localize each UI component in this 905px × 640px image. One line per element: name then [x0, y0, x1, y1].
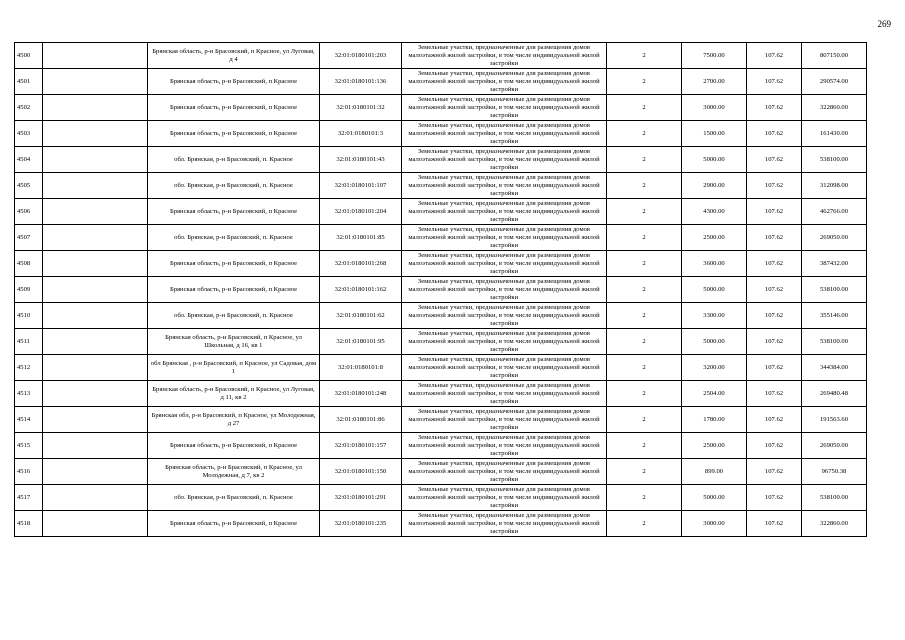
area-cell: 3300.00 [682, 303, 747, 329]
blank-cell [43, 225, 148, 251]
rate-cell: 107.62 [747, 485, 802, 511]
address-cell: обл. Брянская, р-н Брасовский, п. Красное [148, 485, 320, 511]
land-use-cell: Земельные участки, предназначенные для размещения домов малоэтажной жилой застройки, в том числе индивидуальной жилой застройки [402, 225, 607, 251]
category-cell: 2 [607, 511, 682, 537]
land-use-cell: Земельные участки, предназначенные для размещения домов малоэтажной жилой застройки, в том числе индивидуальной жилой застройки [402, 303, 607, 329]
category-cell: 2 [607, 303, 682, 329]
row-number: 4508 [15, 251, 43, 277]
area-cell: 5000.00 [682, 329, 747, 355]
rate-cell: 107.62 [747, 433, 802, 459]
land-use-cell: Земельные участки, предназначенные для размещения домов малоэтажной жилой застройки, в том числе индивидуальной жилой застройки [402, 95, 607, 121]
address-cell: Брянская область, р-н Брасовский, п Красное [148, 121, 320, 147]
category-cell: 2 [607, 95, 682, 121]
land-use-cell: Земельные участки, предназначенные для размещения домов малоэтажной жилой застройки, в том числе индивидуальной жилой застройки [402, 121, 607, 147]
land-use-cell: Земельные участки, предназначенные для размещения домов малоэтажной жилой застройки, в том числе индивидуальной жилой застройки [402, 485, 607, 511]
table-row [15, 69, 867, 95]
cadastral-number-cell: 32:01:0180101:85 [320, 225, 402, 251]
area-cell: 2500.00 [682, 225, 747, 251]
row-number: 4502 [15, 95, 43, 121]
land-use-cell: Земельные участки, предназначенные для размещения домов малоэтажной жилой застройки, в том числе индивидуальной жилой застройки [402, 69, 607, 95]
land-use-cell: Земельные участки, предназначенные для размещения домов малоэтажной жилой застройки, в том числе индивидуальной жилой застройки [402, 173, 607, 199]
rate-cell: 107.62 [747, 329, 802, 355]
address-cell: Брянская область, р-н Брасовский, п Красное [148, 511, 320, 537]
row-number: 4514 [15, 407, 43, 433]
cadastral-value-cell: 355146.00 [802, 303, 867, 329]
address-cell: Брянская обл, р-н Брасовский, п Красное, ул Молодежная, д 27 [148, 407, 320, 433]
rate-cell: 107.62 [747, 199, 802, 225]
address-cell: Брянская область, р-н Брасовский, п Красное, ул Школьная, д 16, кв 1 [148, 329, 320, 355]
rate-cell: 107.62 [747, 511, 802, 537]
blank-cell [43, 251, 148, 277]
cadastral-value-cell: 290574.00 [802, 69, 867, 95]
cadastral-number-cell: 32:01:0180101:203 [320, 43, 402, 69]
cadastral-number-cell: 32:01:0180101:107 [320, 173, 402, 199]
table-row [15, 43, 867, 69]
table-row [15, 251, 867, 277]
category-cell: 2 [607, 121, 682, 147]
cadastral-value-cell: 96750.38 [802, 459, 867, 485]
row-number: 4504 [15, 147, 43, 173]
table-row [15, 121, 867, 147]
cadastral-number-cell: 32:01:0180101:291 [320, 485, 402, 511]
category-cell: 2 [607, 433, 682, 459]
land-use-cell: Земельные участки, предназначенные для размещения домов малоэтажной жилой застройки, в том числе индивидуальной жилой застройки [402, 381, 607, 407]
category-cell: 2 [607, 329, 682, 355]
rate-cell: 107.62 [747, 303, 802, 329]
cadastral-value-cell: 807150.00 [802, 43, 867, 69]
area-cell: 5000.00 [682, 485, 747, 511]
rate-cell: 107.62 [747, 121, 802, 147]
address-cell: обл. Брянская, р-н Брасовский, п. Красное [148, 225, 320, 251]
area-cell: 3600.00 [682, 251, 747, 277]
category-cell: 2 [607, 355, 682, 381]
category-cell: 2 [607, 69, 682, 95]
table-row [15, 459, 867, 485]
land-use-cell: Земельные участки, предназначенные для размещения домов малоэтажной жилой застройки, в том числе индивидуальной жилой застройки [402, 329, 607, 355]
address-cell: обл. Брянская, р-н Брасовский, п. Красное [148, 147, 320, 173]
land-use-cell: Земельные участки, предназначенные для размещения домов малоэтажной жилой застройки, в том числе индивидуальной жилой застройки [402, 459, 607, 485]
land-use-cell: Земельные участки, предназначенные для размещения домов малоэтажной жилой застройки, в том числе индивидуальной жилой застройки [402, 511, 607, 537]
area-cell: 3000.00 [682, 511, 747, 537]
cadastral-number-cell: 32:01:0180101:136 [320, 69, 402, 95]
cadastral-value-cell: 538100.00 [802, 147, 867, 173]
rate-cell: 107.62 [747, 381, 802, 407]
category-cell: 2 [607, 381, 682, 407]
blank-cell [43, 355, 148, 381]
blank-cell [43, 277, 148, 303]
address-cell: обл. Брянская, р-н Брасовский, п. Красное [148, 173, 320, 199]
area-cell: 4300.00 [682, 199, 747, 225]
category-cell: 2 [607, 225, 682, 251]
cadastral-value-cell: 538100.00 [802, 329, 867, 355]
category-cell: 2 [607, 43, 682, 69]
rate-cell: 107.62 [747, 147, 802, 173]
cadastral-number-cell: 32:01:0180101:157 [320, 433, 402, 459]
row-number: 4503 [15, 121, 43, 147]
rate-cell: 107.62 [747, 407, 802, 433]
cadastral-value-cell: 269050.00 [802, 433, 867, 459]
rate-cell: 107.62 [747, 459, 802, 485]
cadastral-value-cell: 344384.00 [802, 355, 867, 381]
cadastral-number-cell: 32:01:0180101:86 [320, 407, 402, 433]
cadastral-number-cell: 32:01:0180101:204 [320, 199, 402, 225]
land-use-cell: Земельные участки, предназначенные для размещения домов малоэтажной жилой застройки, в том числе индивидуальной жилой застройки [402, 433, 607, 459]
row-number: 4516 [15, 459, 43, 485]
table-row [15, 433, 867, 459]
area-cell: 5000.00 [682, 277, 747, 303]
table-row [15, 303, 867, 329]
area-cell: 5000.00 [682, 147, 747, 173]
row-number: 4515 [15, 433, 43, 459]
table-row [15, 277, 867, 303]
row-number: 4513 [15, 381, 43, 407]
land-use-cell: Земельные участки, предназначенные для размещения домов малоэтажной жилой застройки, в том числе индивидуальной жилой застройки [402, 407, 607, 433]
row-number: 4518 [15, 511, 43, 537]
cadastral-value-cell: 161430.00 [802, 121, 867, 147]
land-use-cell: Земельные участки, предназначенные для размещения домов малоэтажной жилой застройки, в том числе индивидуальной жилой застройки [402, 251, 607, 277]
blank-cell [43, 303, 148, 329]
area-cell: 2504.00 [682, 381, 747, 407]
cadastral-value-cell: 312098.00 [802, 173, 867, 199]
blank-cell [43, 69, 148, 95]
address-cell: обл. Брянская, р-н Брасовский, п. Красное [148, 303, 320, 329]
blank-cell [43, 485, 148, 511]
cadastral-number-cell: 32:01:0180101:32 [320, 95, 402, 121]
row-number: 4500 [15, 43, 43, 69]
area-cell: 3200.00 [682, 355, 747, 381]
blank-cell [43, 43, 148, 69]
table-row [15, 199, 867, 225]
blank-cell [43, 459, 148, 485]
row-number: 4507 [15, 225, 43, 251]
rate-cell: 107.62 [747, 43, 802, 69]
address-cell: Брянская область, р-н Брасовский, п Красное, ул Луговая, д 11, кв 2 [148, 381, 320, 407]
address-cell: Брянская область, р-н Брасовский, п Красное [148, 277, 320, 303]
row-number: 4517 [15, 485, 43, 511]
area-cell: 7500.00 [682, 43, 747, 69]
blank-cell [43, 329, 148, 355]
row-number: 4505 [15, 173, 43, 199]
blank-cell [43, 381, 148, 407]
blank-cell [43, 121, 148, 147]
area-cell: 2700.00 [682, 69, 747, 95]
table-row [15, 329, 867, 355]
address-cell: Брянская область, р-н Брасовский, п Красное, ул Луговая, д 4 [148, 43, 320, 69]
address-cell: Брянская область, р-н Брасовский, п Красное [148, 95, 320, 121]
cadastral-number-cell: 32:01:0180101:235 [320, 511, 402, 537]
cadastral-number-cell: 32:01:0180101:43 [320, 147, 402, 173]
area-cell: 2500.00 [682, 433, 747, 459]
cadastral-number-cell: 32:01:0180101:3 [320, 121, 402, 147]
table-row [15, 225, 867, 251]
area-cell: 1780.00 [682, 407, 747, 433]
cadastral-value-cell: 538100.00 [802, 277, 867, 303]
address-cell: Брянская область, р-н Брасовский, п Красное, ул Молодежная, д 7, кв 2 [148, 459, 320, 485]
cadastral-value-cell: 322860.00 [802, 95, 867, 121]
category-cell: 2 [607, 147, 682, 173]
page-number: 269 [877, 19, 891, 29]
rate-cell: 107.62 [747, 251, 802, 277]
address-cell: Брянская область, р-н Брасовский, п Красное [148, 433, 320, 459]
blank-cell [43, 433, 148, 459]
cadastral-number-cell: 32:01:0180101:248 [320, 381, 402, 407]
address-cell: Брянская область, р-н Брасовский, п Красное [148, 251, 320, 277]
category-cell: 2 [607, 459, 682, 485]
category-cell: 2 [607, 173, 682, 199]
table-row [15, 355, 867, 381]
rate-cell: 107.62 [747, 69, 802, 95]
blank-cell [43, 147, 148, 173]
row-number: 4501 [15, 69, 43, 95]
table-row [15, 147, 867, 173]
land-use-cell: Земельные участки, предназначенные для размещения домов малоэтажной жилой застройки, в том числе индивидуальной жилой застройки [402, 199, 607, 225]
cadastral-value-cell: 269050.00 [802, 225, 867, 251]
area-cell: 899.00 [682, 459, 747, 485]
table-row [15, 173, 867, 199]
land-use-cell: Земельные участки, предназначенные для размещения домов малоэтажной жилой застройки, в том числе индивидуальной жилой застройки [402, 43, 607, 69]
rate-cell: 107.62 [747, 95, 802, 121]
blank-cell [43, 95, 148, 121]
cadastral-number-cell: 32:01:0180101:268 [320, 251, 402, 277]
table-row [15, 511, 867, 537]
land-registry-table [14, 42, 867, 537]
row-number: 4512 [15, 355, 43, 381]
area-cell: 1500.00 [682, 121, 747, 147]
category-cell: 2 [607, 485, 682, 511]
row-number: 4511 [15, 329, 43, 355]
cadastral-value-cell: 462766.00 [802, 199, 867, 225]
table-row [15, 381, 867, 407]
blank-cell [43, 173, 148, 199]
table-row [15, 95, 867, 121]
address-cell: Брянская область, р-н Брасовский, п Красное [148, 199, 320, 225]
category-cell: 2 [607, 407, 682, 433]
cadastral-number-cell: 32:01:0180101:162 [320, 277, 402, 303]
row-number: 4506 [15, 199, 43, 225]
cadastral-value-cell: 538100.00 [802, 485, 867, 511]
rate-cell: 107.62 [747, 173, 802, 199]
address-cell: Брянская область, р-н Брасовский, п Красное [148, 69, 320, 95]
cadastral-number-cell: 32:01:0180101:95 [320, 329, 402, 355]
rate-cell: 107.62 [747, 225, 802, 251]
cadastral-value-cell: 322860.00 [802, 511, 867, 537]
cadastral-value-cell: 269480.48 [802, 381, 867, 407]
category-cell: 2 [607, 277, 682, 303]
table-row [15, 485, 867, 511]
cadastral-number-cell: 32:01:0180101:62 [320, 303, 402, 329]
row-number: 4509 [15, 277, 43, 303]
cadastral-number-cell: 32:01:0180101:8 [320, 355, 402, 381]
category-cell: 2 [607, 251, 682, 277]
land-use-cell: Земельные участки, предназначенные для размещения домов малоэтажной жилой застройки, в том числе индивидуальной жилой застройки [402, 355, 607, 381]
area-cell: 2900.00 [682, 173, 747, 199]
row-number: 4510 [15, 303, 43, 329]
cadastral-value-cell: 387432.00 [802, 251, 867, 277]
rate-cell: 107.62 [747, 355, 802, 381]
address-cell: обл Брянская , р-н Брасовский, п Красное, ул Садовая, дом 1 [148, 355, 320, 381]
rate-cell: 107.62 [747, 277, 802, 303]
blank-cell [43, 407, 148, 433]
area-cell: 3000.00 [682, 95, 747, 121]
category-cell: 2 [607, 199, 682, 225]
land-use-cell: Земельные участки, предназначенные для размещения домов малоэтажной жилой застройки, в том числе индивидуальной жилой застройки [402, 147, 607, 173]
table-body [15, 43, 867, 537]
cadastral-number-cell: 32:01:0180101:150 [320, 459, 402, 485]
blank-cell [43, 199, 148, 225]
land-use-cell: Земельные участки, предназначенные для размещения домов малоэтажной жилой застройки, в том числе индивидуальной жилой застройки [402, 277, 607, 303]
blank-cell [43, 511, 148, 537]
table-row [15, 407, 867, 433]
cadastral-value-cell: 191563.60 [802, 407, 867, 433]
